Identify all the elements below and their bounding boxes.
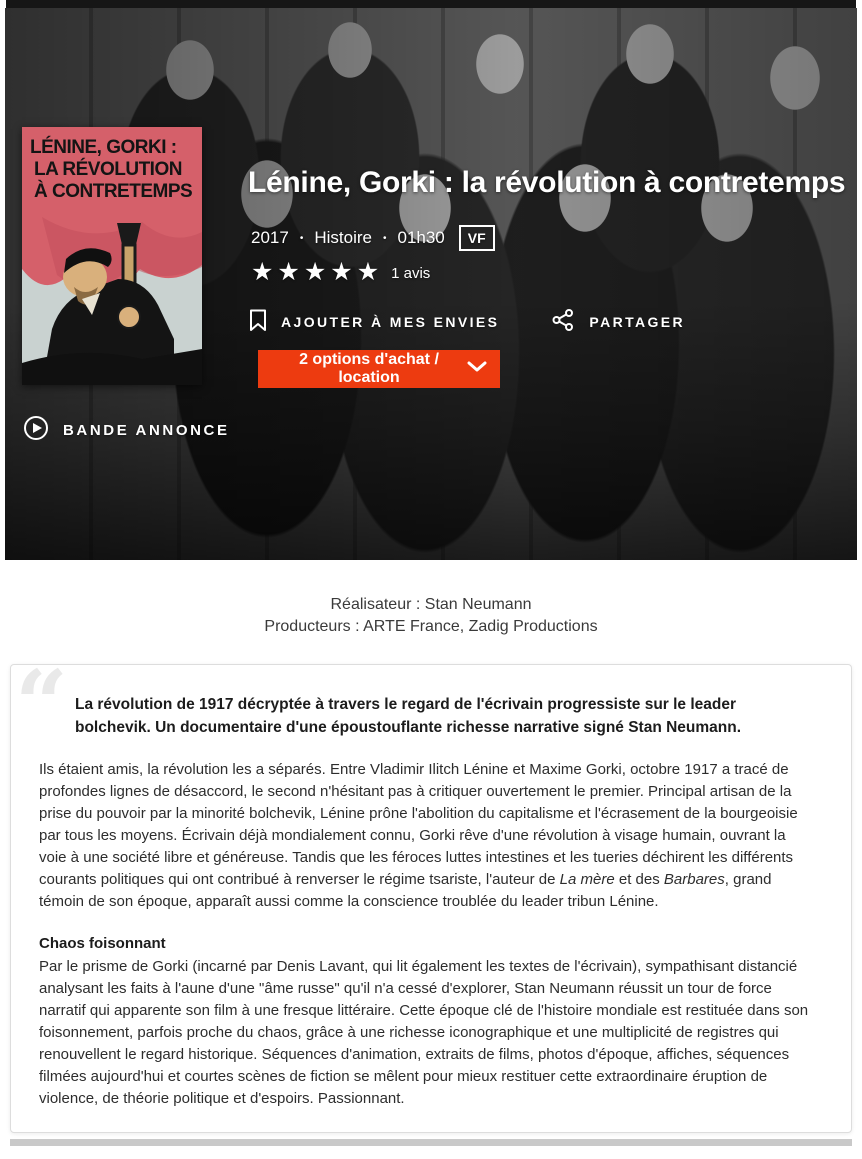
rating [251, 260, 430, 285]
poster-title-line-1: LÉNINE, GORKI : [30, 137, 177, 158]
meta-year: 2017 [251, 228, 289, 247]
section-divider [10, 1139, 852, 1146]
synopsis-subheading: Chaos foisonnant [39, 935, 166, 952]
work-title-la-mere: La mère [559, 871, 615, 888]
producers-credit: Producteurs : ARTE France, Zadig Productions [264, 618, 598, 635]
synopsis-p1-text: , grand témoin de son époque, apparaît aussi comme la conscience troublée du leader tribun Lénine. [39, 871, 772, 910]
movie-meta [251, 225, 495, 251]
star-icon[interactable]: ★ [356, 258, 384, 286]
share-label: PARTAGER [589, 313, 686, 330]
star-icon[interactable]: ★ [330, 258, 357, 286]
hero-actions [249, 308, 685, 335]
synopsis-intro: La révolution de 1917 décryptée à travers le regard de l'écrivain progressiste sur le leader bolchevik. Un documentaire d'une époustouflante richesse narrative signé Stan Neumann. [75, 696, 742, 736]
movie-poster [22, 127, 202, 385]
star-icon[interactable]: ★ [303, 258, 331, 286]
chevron-down-icon [467, 360, 487, 378]
purchase-options-dropdown[interactable] [258, 350, 500, 388]
meta-duration: 01h30 [397, 228, 445, 247]
star-icon[interactable]: ★ [277, 258, 304, 286]
play-icon [23, 415, 49, 445]
hero-section [5, 8, 857, 560]
trailer-button[interactable] [23, 415, 230, 445]
bookmark-icon [249, 309, 267, 335]
synopsis-p1-text: Ils étaient amis, la révolution les a séparés. Entre Vladimir Ilitch Lénine et Maxime Gorki, octobre 1917 a tracé de profondes lignes de désaccord, le second n'hésitant pas à critiquer ouvertement le premier. Principal artisan de la prise du pouvoir par la minorité bolchevik, Lénine prône l'abolition du capitalisme et l'écrasement de la bourgeoisie par tous les moyens. Écrivain déjà mondialement connu, Gorki rêve d'une révolution à visage humain, ouvrant la voie à une société libre et généreuse. Tandis que les féroces luttes intestines et les tueries déchirent les différents courants politiques qui ont contribué à renverser le régime tsariste, l'auteur de [39, 761, 798, 888]
synopsis-paragraph-2: Par le prisme de Gorki (incarné par Denis Lavant, qui lit également les textes de l'écrivain), sympathisant distancié analysant les faits à l'aune d'une "âme russe" qu'il n'a cessé d'explorer, Stan Neumann réussit un tour de force narratif qui apparente son film à une fresque littéraire. Cette époque clé de l'histoire mondiale est restituée dans son foisonnement, parfois proche du chaos, grâce à une richesse iconographique et une multiplicité de registres qui renouvellent le regard historique. Séquences d'animation, extraits de films, photos d'époque, affiches, séquences filmées aujourd'hui et courtes scènes de fiction se mêlent pour mieux restituer cette extraordinaire éruption de violence, de théorie politique et d'espoirs. Passionnant. [39, 958, 809, 1107]
poster-title-line-3: À CONTRETEMPS [34, 181, 193, 202]
star-icon[interactable]: ★ [251, 258, 278, 286]
synopsis-card [10, 650, 852, 1133]
meta-genre: Histoire [314, 228, 372, 247]
page-title: Lénine, Gorki : la révolution à contretemps [248, 166, 846, 199]
trailer-label: BANDE ANNONCE [63, 421, 230, 439]
director-credit: Réalisateur : Stan Neumann [330, 596, 532, 613]
poster-illustration [22, 127, 202, 385]
meta-separator: • [382, 232, 387, 244]
add-to-wishlist-button[interactable] [249, 308, 499, 335]
credits-block [0, 594, 862, 638]
synopsis-paragraph-1 [39, 759, 813, 913]
purchase-options-label: 2 options d'achat / location [299, 351, 439, 386]
language-badge: VF [459, 225, 495, 251]
review-count: 1 avis [391, 265, 431, 282]
synopsis-p1-text: et des [614, 871, 664, 888]
top-bar [6, 0, 856, 8]
share-button[interactable] [551, 308, 685, 335]
work-title-barbares: Barbares [663, 871, 725, 888]
wishlist-label: AJOUTER À MES ENVIES [281, 313, 500, 330]
poster-title-line-2: LA RÉVOLUTION [34, 159, 182, 180]
share-icon [551, 308, 575, 335]
quote-icon: “ [15, 650, 68, 758]
meta-separator: • [299, 232, 304, 244]
